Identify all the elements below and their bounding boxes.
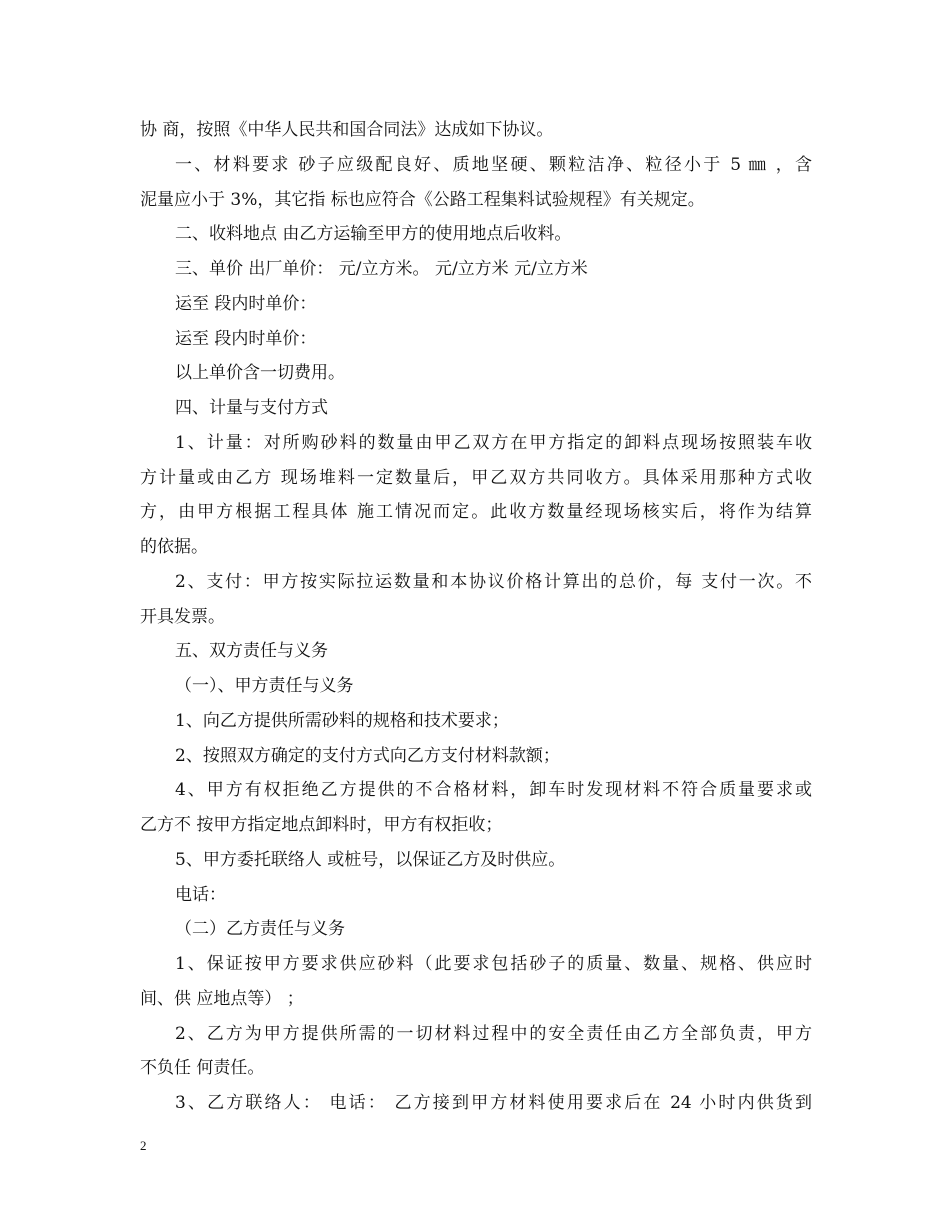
page-number: 2 bbox=[140, 1138, 147, 1153]
text-line: 四、计量与支付方式 bbox=[175, 398, 328, 418]
text-line: 2、支付：甲方按实际拉运数量和本协议价格计算出的总价，每 支付一次。不 bbox=[175, 571, 812, 592]
document-body bbox=[140, 113, 812, 1121]
text-line: 以上单价含一切费用。 bbox=[175, 363, 345, 384]
text-line: 的依据。 bbox=[140, 537, 208, 557]
text-line: 2、按照双方确定的支付方式向乙方支付材料款额； bbox=[175, 745, 560, 766]
text-line: （一）、甲方责任与义务 bbox=[175, 676, 354, 696]
text-line: 开具发票。 bbox=[140, 606, 225, 627]
text-line: 二、收料地点 由乙方运输至甲方的使用地点后收料。 bbox=[175, 224, 572, 245]
text-line: 1、向乙方提供所需砂料的规格和技术要求； bbox=[175, 710, 509, 731]
text-line: 1、保证按甲方要求供应砂料（此要求包括砂子的质量、数量、规格、供应时 bbox=[175, 954, 812, 974]
text-line: 方计量或由乙方 现场堆料一定数量后，甲乙双方共同收方。具体采用那种方式收 bbox=[140, 467, 812, 488]
text-line: 运至 段内时单价： bbox=[175, 328, 317, 349]
text-line: 不负任 何责任。 bbox=[140, 1058, 265, 1079]
text-line: 1、计量：对所购砂料的数量由甲乙双方在甲方指定的卸料点现场按照装车收 bbox=[175, 432, 812, 453]
text-line: 协 商，按照《中华人民共和国合同法》达成如下协议。 bbox=[140, 120, 554, 140]
text-line: 3、乙方联络人： 电话： 乙方接到甲方材料使用要求后在 24 小时内供货到 bbox=[175, 1093, 812, 1113]
text-line: 三、单价 出厂单价： 元/立方米。 元/立方米 元/立方米 bbox=[175, 259, 588, 279]
text-line: 间、供 应地点等） ； bbox=[140, 988, 304, 1009]
text-line: 5、甲方委托联络人 或桩号，以保证乙方及时供应。 bbox=[175, 849, 566, 870]
text-line: 方，由甲方根据工程具体 施工情况而定。此收方数量经现场核实后，将作为结算 bbox=[140, 502, 812, 523]
text-line: 4、甲方有权拒绝乙方提供的不合格材料，卸车时发现材料不符合质量要求或 bbox=[175, 780, 812, 801]
text-line: 泥量应小于 3%，其它指 标也应符合《公路工程集料试验规程》有关规定。 bbox=[140, 189, 705, 210]
text-line: 2、乙方为甲方提供所需的一切材料过程中的安全责任由乙方全部负责，甲方 bbox=[175, 1023, 812, 1044]
text-line: 运至 段内时单价： bbox=[175, 293, 317, 314]
text-line: （二）乙方责任与义务 bbox=[175, 919, 345, 940]
text-line: 一、材料要求 砂子应级配良好、质地坚硬、颗粒洁净、粒径小于 5 ㎜ ，含 bbox=[175, 154, 812, 175]
text-line: 乙方不 按甲方指定地点卸料时，甲方有权拒收； bbox=[140, 815, 503, 835]
text-line: 电话： bbox=[175, 884, 226, 905]
text-line: 五、双方责任与义务 bbox=[175, 641, 328, 662]
